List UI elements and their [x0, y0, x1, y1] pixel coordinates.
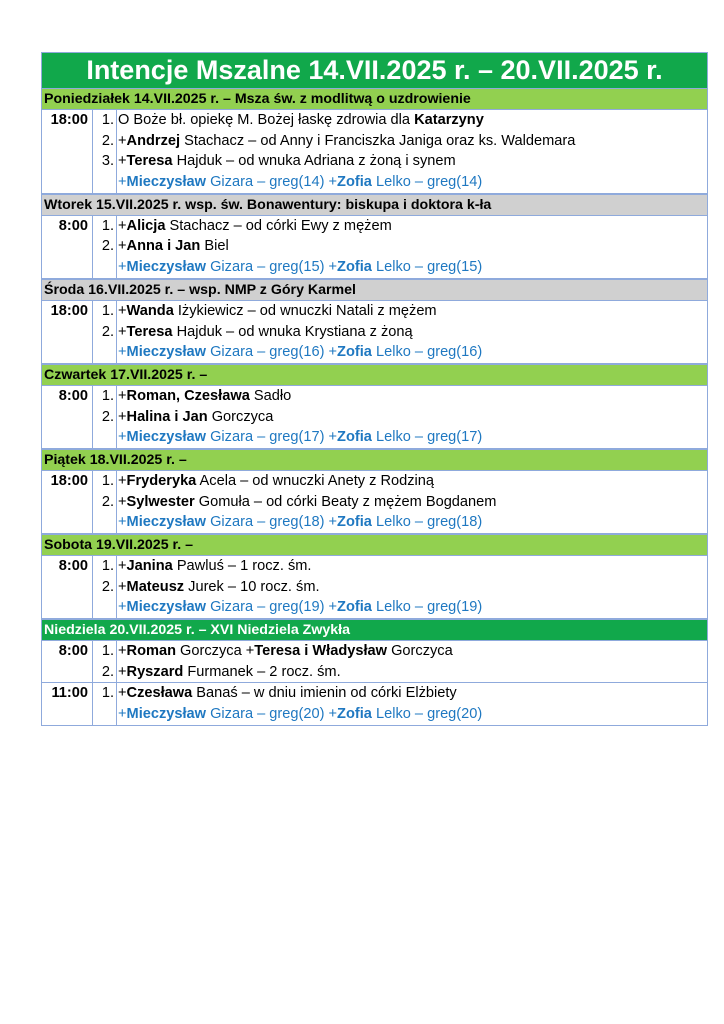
- mass-time: 18:00: [42, 301, 93, 363]
- intention-fragment: Acela – od wnuczki Anety z Rodziną: [196, 472, 435, 489]
- intention-name: Anna i Jan: [126, 238, 201, 255]
- intention-number: 1.: [101, 558, 114, 574]
- intention-fragment: Jurek – 10 rocz. śm.: [184, 578, 320, 595]
- intention-fragment: Gizara – greg(18) +: [206, 514, 338, 531]
- intention-texts: [117, 216, 707, 278]
- intention-fragment: +: [118, 408, 127, 425]
- intention-fragment: Gorczyca +: [176, 643, 255, 660]
- intention-number: 1.: [101, 112, 114, 128]
- intention-fragment: Lelko – greg(16): [371, 344, 483, 361]
- intention-text: [118, 110, 707, 131]
- intention-fragment: Gizara – greg(17) +: [206, 429, 338, 446]
- intention-fragment: Gizara – greg(20) +: [206, 706, 338, 723]
- mass-time: 8:00: [42, 386, 93, 448]
- intention-fragment: +: [118, 344, 127, 361]
- intention-name: Teresa: [126, 153, 173, 170]
- intention-fragment: +: [118, 238, 127, 255]
- intention-number: 1.: [101, 387, 114, 404]
- intention-texts: [117, 386, 707, 448]
- intention-fragment: +: [118, 578, 127, 595]
- intention-name: Mieczysław: [126, 174, 207, 191]
- gregorian-intention: [118, 172, 707, 193]
- intention-text: [118, 386, 707, 407]
- intention-number: [93, 597, 114, 618]
- intention-text: [118, 492, 707, 513]
- mass-time: 18:00: [42, 110, 93, 193]
- intention-fragment: +: [118, 706, 127, 723]
- intention-text: [118, 471, 707, 492]
- intention-fragment: Lelko – greg(20): [371, 706, 483, 723]
- intention-fragment: Banaś – w dniu imienin od córki Elżbiety: [192, 685, 457, 702]
- mass-row: [42, 301, 707, 364]
- intention-text: [118, 407, 707, 428]
- intention-fragment: Hajduk – od wnuka Krystiana z żoną: [172, 323, 413, 340]
- mass-time: 11:00: [42, 683, 93, 724]
- intention-fragment: +: [118, 472, 127, 489]
- intention-fragment: +: [118, 493, 127, 510]
- intention-text: [118, 236, 707, 257]
- intention-fragment: +: [118, 217, 127, 234]
- gregorian-intention: [118, 512, 707, 533]
- gregorian-intention: [118, 427, 707, 448]
- intention-fragment: +: [118, 599, 127, 616]
- intention-text: [118, 216, 707, 237]
- gregorian-intention: [118, 704, 707, 725]
- intention-text: [118, 131, 707, 152]
- intention-text: [118, 322, 707, 343]
- intention-fragment: Stachacz – od Anny i Franciszka Janiga oraz ks. Waldemara: [180, 132, 576, 149]
- intention-name: Mieczysław: [126, 259, 207, 276]
- mass-time: 8:00: [42, 641, 93, 682]
- day-heading: Wtorek 15.VII.2025 r. wsp. św. Bonawentury: biskupa i doktora k-ła: [42, 194, 707, 216]
- intention-name: Zofia: [337, 706, 372, 723]
- days-container: [42, 88, 707, 725]
- intention-text: [118, 641, 707, 662]
- intention-fragment: +: [118, 323, 127, 340]
- intention-number: 1.: [101, 472, 114, 489]
- intention-name: Mieczysław: [126, 599, 207, 616]
- mass-row: [42, 471, 707, 534]
- intention-name: Mieczysław: [126, 429, 207, 446]
- intention-fragment: Iżykiewicz – od wnuczki Natali z mężem: [173, 302, 437, 319]
- intention-numbers: [93, 556, 117, 618]
- intention-fragment: +: [118, 514, 127, 531]
- intention-texts: [117, 556, 707, 618]
- intention-name: Zofia: [337, 514, 372, 531]
- intention-fragment: Biel: [200, 238, 229, 255]
- intention-name: Ryszard: [126, 663, 184, 680]
- day-heading: Niedziela 20.VII.2025 r. – XVI Niedziela Zwykła: [42, 619, 707, 641]
- intention-numbers: [93, 386, 117, 448]
- intention-name: Teresa: [126, 323, 173, 340]
- intention-texts: [117, 301, 707, 363]
- mass-row: [42, 386, 707, 449]
- intention-numbers: [93, 683, 117, 724]
- intention-number: [93, 512, 114, 533]
- intention-fragment: Lelko – greg(18): [371, 514, 483, 531]
- intention-number: 1.: [101, 302, 114, 319]
- intention-fragment: +: [118, 685, 127, 702]
- intention-number: 1.: [101, 217, 114, 234]
- mass-row: [42, 216, 707, 279]
- intention-fragment: Furmanek – 2 rocz. śm.: [183, 663, 341, 680]
- intentions-table: [41, 52, 708, 726]
- intention-number: 2.: [101, 238, 114, 255]
- intention-text: [118, 683, 707, 704]
- intention-number: 1.: [101, 643, 114, 660]
- intention-fragment: +: [118, 302, 127, 319]
- intention-fragment: Gomuła – od córki Beaty z mężem Bogdanem: [194, 493, 497, 510]
- intention-number: [93, 427, 114, 448]
- intention-name: Mateusz: [126, 578, 185, 595]
- intention-texts: [117, 683, 707, 724]
- intention-number: 2.: [101, 132, 114, 149]
- day-heading: Poniedziałek 14.VII.2025 r. – Msza św. z modlitwą o uzdrowienie: [42, 88, 707, 110]
- intention-name: Janina: [126, 558, 173, 574]
- intention-text: [118, 662, 707, 683]
- intention-numbers: [93, 110, 117, 193]
- intention-fragment: Gizara – greg(16) +: [206, 344, 338, 361]
- intention-fragment: Lelko – greg(15): [371, 259, 483, 276]
- mass-time: 8:00: [42, 216, 93, 278]
- gregorian-intention: [118, 597, 707, 618]
- intention-number: 2.: [101, 408, 114, 425]
- intention-number: [93, 342, 114, 363]
- intention-name: Andrzej: [126, 132, 181, 149]
- intention-fragment: +: [118, 643, 127, 660]
- intention-name: Katarzyny: [414, 112, 484, 128]
- day-heading: Środa 16.VII.2025 r. – wsp. NMP z Góry Karmel: [42, 279, 707, 301]
- intention-name: Zofia: [337, 259, 372, 276]
- intention-fragment: Gorczyca: [387, 643, 453, 660]
- intention-number: [93, 257, 114, 278]
- intention-number: 3.: [101, 153, 114, 170]
- intention-text: [118, 301, 707, 322]
- mass-time: 18:00: [42, 471, 93, 533]
- intention-texts: [117, 471, 707, 533]
- intention-fragment: Pawluś – 1 rocz. śm.: [172, 558, 312, 574]
- intention-fragment: Gizara – greg(19) +: [206, 599, 338, 616]
- intention-text: [118, 151, 707, 172]
- intention-fragment: +: [118, 259, 127, 276]
- intention-fragment: +: [118, 174, 127, 191]
- intention-fragment: Gizara – greg(15) +: [206, 259, 338, 276]
- intention-fragment: Gorczyca: [207, 408, 274, 425]
- intention-number: 1.: [101, 685, 114, 702]
- intention-fragment: Lelko – greg(17): [371, 429, 483, 446]
- intention-number: 2.: [101, 323, 114, 340]
- intention-fragment: +: [118, 663, 127, 680]
- day-heading: Piątek 18.VII.2025 r. –: [42, 449, 707, 471]
- intention-number: [93, 172, 114, 193]
- mass-row: [42, 110, 707, 194]
- gregorian-intention: [118, 257, 707, 278]
- intention-fragment: +: [118, 429, 127, 446]
- intention-name: Zofia: [337, 599, 372, 616]
- intention-numbers: [93, 216, 117, 278]
- intention-number: 2.: [101, 578, 114, 595]
- mass-row: [42, 641, 707, 683]
- intention-texts: [117, 641, 707, 682]
- intention-fragment: +: [118, 387, 127, 404]
- page-title: Intencje Mszalne 14.VII.2025 r. – 20.VII.2025 r.: [42, 53, 707, 88]
- intention-numbers: [93, 301, 117, 363]
- intention-number: 2.: [101, 493, 114, 510]
- intention-name: Roman: [126, 643, 176, 660]
- intention-name: Mieczysław: [126, 706, 207, 723]
- intention-fragment: O Boże bł. opiekę M. Bożej łaskę zdrowia dla: [118, 112, 415, 128]
- intention-number: 2.: [101, 663, 114, 680]
- intention-text: [118, 556, 707, 577]
- intention-fragment: Hajduk – od wnuka Adriana z żoną i synem: [172, 153, 456, 170]
- intention-name: Teresa i Władysław: [254, 643, 388, 660]
- intention-name: Halina i Jan: [126, 408, 208, 425]
- mass-row: [42, 556, 707, 619]
- intention-name: Alicja: [126, 217, 166, 234]
- intention-name: Mieczysław: [126, 514, 207, 531]
- intention-number: [93, 704, 114, 725]
- intention-name: Zofia: [337, 429, 372, 446]
- intention-numbers: [93, 471, 117, 533]
- intention-fragment: Gizara – greg(14) +: [206, 174, 338, 191]
- intention-fragment: Lelko – greg(19): [371, 599, 483, 616]
- intention-name: Sylwester: [126, 493, 195, 510]
- mass-time: 8:00: [42, 556, 93, 618]
- intention-name: Roman, Czesława: [126, 387, 250, 404]
- intention-fragment: +: [118, 153, 127, 170]
- intention-name: Zofia: [337, 174, 372, 191]
- intention-texts: [117, 110, 707, 193]
- intention-fragment: +: [118, 132, 127, 149]
- intention-fragment: +: [118, 558, 127, 574]
- intention-fragment: Stachacz – od córki Ewy z mężem: [165, 217, 392, 234]
- intention-name: Mieczysław: [126, 344, 207, 361]
- intention-fragment: Lelko – greg(14): [371, 174, 483, 191]
- intention-numbers: [93, 641, 117, 682]
- intention-fragment: Sadło: [249, 387, 292, 404]
- mass-row: [42, 683, 707, 724]
- intention-name: Fryderyka: [126, 472, 197, 489]
- gregorian-intention: [118, 342, 707, 363]
- day-heading: Czwartek 17.VII.2025 r. –: [42, 364, 707, 386]
- intention-name: Wanda: [126, 302, 174, 319]
- intention-name: Czesława: [126, 685, 193, 702]
- intention-name: Zofia: [337, 344, 372, 361]
- day-heading: Sobota 19.VII.2025 r. –: [42, 534, 707, 556]
- intention-text: [118, 577, 707, 598]
